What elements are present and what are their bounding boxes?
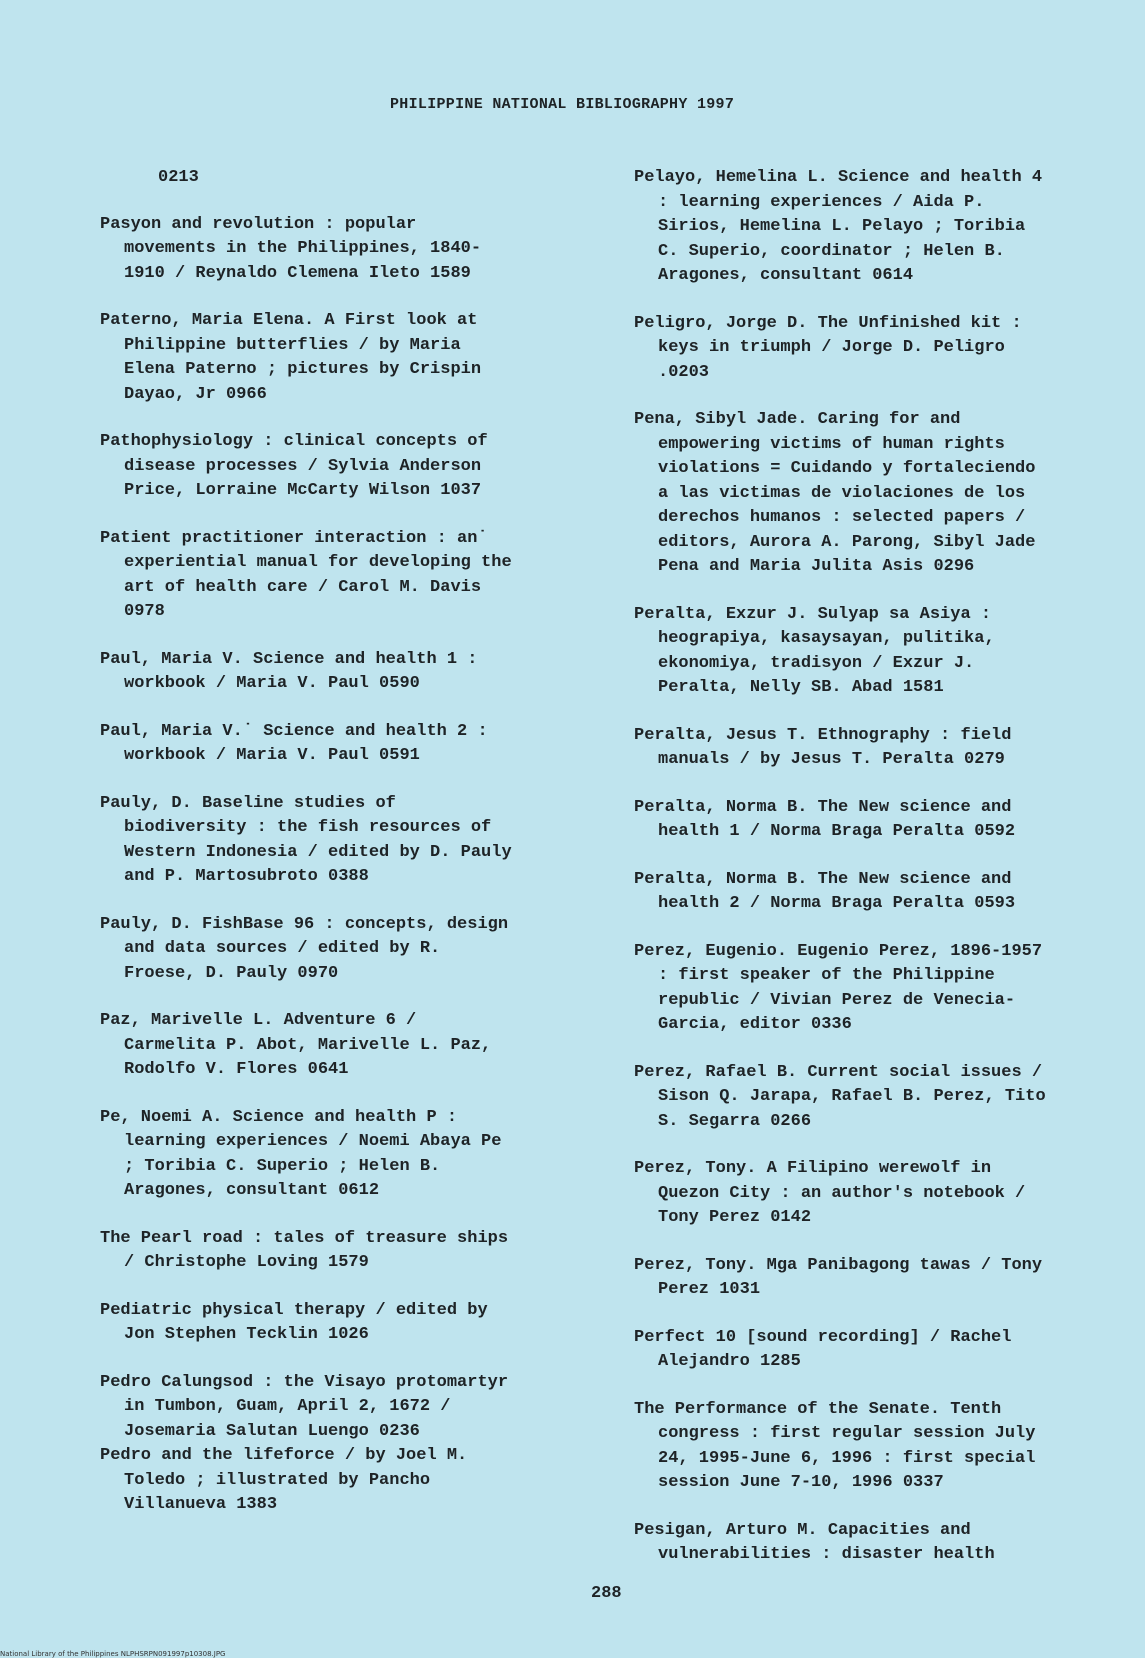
bibliography-entry: Pauly, D. FishBase 96 : concepts, design and data sources / edited by R. Froese, D. Pauly 0970 xyxy=(100,914,509,983)
page-number: 288 xyxy=(591,1584,622,1603)
bibliography-entry: Paz, Marivelle L. Adventure 6 / Carmelita P. Abot, Marivelle L. Paz, Rodolfo V. Flores 0641 xyxy=(100,1011,492,1079)
bibliography-entry: Pesigan, Arturo M. Capacities and vulnerabilities : disaster health xyxy=(634,1520,995,1564)
bibliography-entry: Pelayo, Hemelina L. Science and health 4 : learning experiences / Aida P. Sirios, Hemelina L. Pelayo ; Toribia C. Superio, coordinator ; Helen B. Aragones, consultant 0614 xyxy=(634,168,1043,285)
bibliography-entry: Pediatric physical therapy / edited by Jon Stephen Tecklin 1026 xyxy=(100,1300,488,1344)
bibliography-entry: Paul, Maria V. Science and health 1 : workbook / Maria V. Paul 0590 xyxy=(100,649,478,693)
bibliography-entry: Perez, Tony. Mga Panibagong tawas / Tony Perez 1031 xyxy=(634,1255,1043,1299)
bibliography-entry: Peralta, Norma B. The New science and health 2 / Norma Braga Peralta 0593 xyxy=(634,869,1016,913)
bibliography-entry: Paterno, Maria Elena. A First look at Philippine butterflies / by Maria Elena Paterno ; pictures by Crispin Dayao, Jr 0966 xyxy=(100,311,482,404)
left-entries-list xyxy=(100,213,590,1518)
bibliography-entry: Pasyon and revolution : popular movements in the Philippines, 1840- 1910 / Reynaldo Clemena Ileto 1589 xyxy=(100,214,482,283)
right-entries-list xyxy=(634,166,1134,1568)
bibliography-entry: Peralta, Exzur J. Sulyap sa Asiya : heograpiya, kasaysayan, pulitika, ekonomiya, tradisyon / Exzur J. Peralta, Nelly SB. Abad 1581 xyxy=(634,604,995,697)
bibliography-entry: The Performance of the Senate. Tenth congress : first regular session July 24, 1995-June 6, 1996 : first special session June 7-10, 1996 0337 xyxy=(634,1399,1036,1492)
bibliography-entry: Perez, Rafael B. Current social issues / Sison Q. Jarapa, Rafael B. Perez, Tito S. Segarra 0266 xyxy=(634,1062,1046,1131)
right-column xyxy=(634,166,1134,1568)
bibliography-entry: Peligro, Jorge D. The Unfinished kit : keys in triumph / Jorge D. Peligro .0203 xyxy=(634,313,1022,382)
bibliography-entry: Pauly, D. Baseline studies of biodiversity : the fish resources of Western Indonesia / edited by D. Pauly and P. Martosubroto 0388 xyxy=(100,793,512,886)
bibliography-entry: Pedro and the lifeforce / by Joel M. Toledo ; illustrated by Pancho Villanueva 1383 xyxy=(100,1446,468,1514)
bibliography-entry: The Pearl road : tales of treasure ships / Christophe Loving 1579 xyxy=(100,1228,509,1272)
bibliography-entry: Pedro Calungsod : the Visayo protomartyr in Tumbon, Guam, April 2, 1672 / Josemaria Salutan Luengo 0236 xyxy=(100,1372,509,1441)
page-title: PHILIPPINE NATIONAL BIBLIOGRAPHY 1997 xyxy=(390,96,735,113)
bibliography-entry: Peralta, Jesus T. Ethnography : field manuals / by Jesus T. Peralta 0279 xyxy=(634,725,1012,769)
left-column xyxy=(100,166,590,1518)
bibliography-entry: Patient practitioner interaction : an˙ experiential manual for developing the art of health care / Carol M. Davis 0978 xyxy=(100,528,512,621)
bibliography-entry: Pena, Sibyl Jade. Caring for and empowering victims of human rights violations = Cuidando y fortaleciendo a las victimas de violaciones de los derechos humanos : selected papers / editors, Aurora A. Parong, Sibyl Jade Pena and Maria Julita Asis 0296 xyxy=(634,410,1036,576)
bibliography-entry: Pathophysiology : clinical concepts of disease processes / Sylvia Anderson Price, Lorraine McCarty Wilson 1037 xyxy=(100,432,488,500)
bibliography-entry: Perez, Tony. A Filipino werewolf in Quezon City : an author's notebook / Tony Perez 0142 xyxy=(634,1159,1026,1227)
bibliography-entry: Perez, Eugenio. Eugenio Perez, 1896-1957 : first speaker of the Philippine republic / Vivian Perez de Venecia- Garcia, editor 0336 xyxy=(634,941,1043,1034)
footer-credit: National Library of the Philippines NLPHSRPN091997p10308.JPG xyxy=(0,1650,226,1658)
bibliography-entry: Peralta, Norma B. The New science and health 1 / Norma Braga Peralta 0592 xyxy=(634,797,1016,841)
entry-number: 0213 xyxy=(158,168,199,187)
bibliography-entry: Perfect 10 [sound recording] / Rachel Alejandro 1285 xyxy=(634,1327,1012,1371)
bibliography-entry: Paul, Maria V.˙ Science and health 2 : workbook / Maria V. Paul 0591 xyxy=(100,721,488,765)
bibliography-entry: Pe, Noemi A. Science and health P : learning experiences / Noemi Abaya Pe ; Toribia C. Superio ; Helen B. Aragones, consultant 0612 xyxy=(100,1107,502,1200)
